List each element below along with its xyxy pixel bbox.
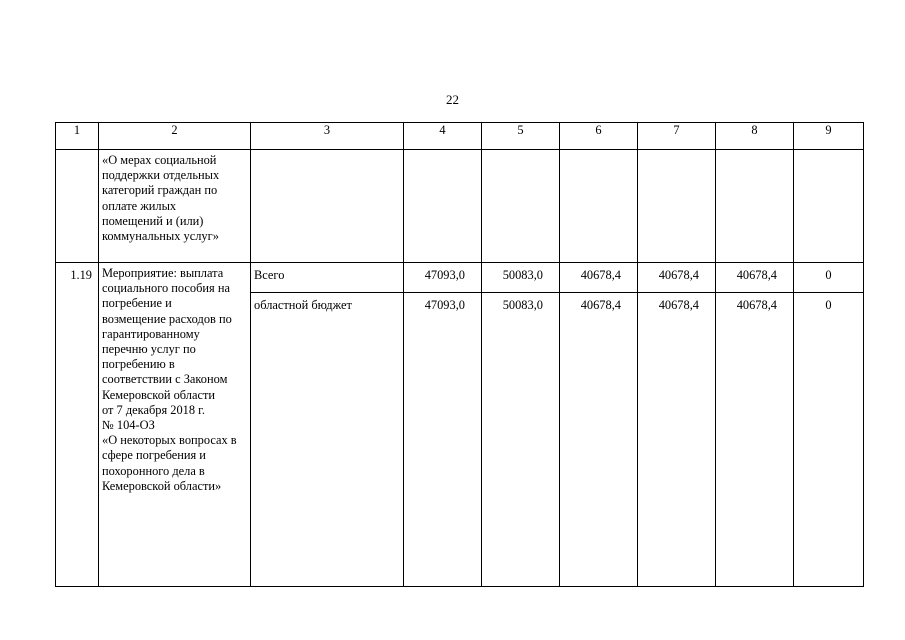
value-cell: 0: [794, 263, 864, 293]
header-cell: 3: [251, 123, 404, 150]
description-line: «О мерах социальной: [102, 153, 217, 167]
page-number: 22: [446, 92, 459, 107]
value-cell: 40678,4: [716, 293, 794, 587]
description-line: оплате жилых: [102, 198, 177, 213]
header-cell: 7: [638, 123, 716, 150]
header-cell: 4: [404, 123, 482, 150]
value-cell: 40678,4: [560, 293, 638, 587]
description-cell: [99, 150, 251, 263]
value-cell: [638, 150, 716, 263]
value-cell: 40678,4: [638, 293, 716, 587]
value-cell: [482, 150, 560, 263]
description-line: «О некоторых вопросах в: [102, 433, 237, 448]
header-cell: 9: [794, 123, 864, 150]
value-cell: [560, 150, 638, 263]
description-line: помещений и (или): [102, 213, 204, 228]
description-line: № 104-ОЗ: [102, 418, 155, 433]
header-cell: 5: [482, 123, 560, 150]
description-line: перечню услуг по: [102, 342, 196, 357]
description-line: погребение и: [102, 296, 172, 311]
description-line: гарантированному: [102, 326, 200, 341]
value-cell: 40678,4: [560, 263, 638, 293]
value-cell: 47093,0: [404, 293, 482, 587]
description-line: поддержки отдельных: [102, 168, 220, 183]
value-cell: 0: [794, 293, 864, 587]
table-row: [56, 150, 864, 263]
description-line: социального пособия на: [102, 281, 230, 296]
value-cell: 50083,0: [482, 293, 560, 587]
description-line: коммунальных услуг»: [102, 229, 219, 244]
description-line: погребению в: [102, 357, 175, 372]
header-cell: 8: [716, 123, 794, 150]
description-line: возмещение расходов по: [102, 311, 232, 326]
value-cell: 40678,4: [716, 263, 794, 293]
description-line: Мероприятие: выплата: [102, 266, 224, 280]
description-line: соответствии с Законом: [102, 372, 228, 387]
value-cell: [794, 150, 864, 263]
description-line: от 7 декабря 2018 г.: [102, 402, 205, 417]
table-row: [56, 263, 864, 293]
source-cell: Всего: [251, 263, 404, 293]
source-cell: [251, 150, 404, 263]
description-line: категорий граждан по: [102, 183, 218, 198]
table-header-row: [56, 123, 864, 150]
description-line: сфере погребения и: [102, 448, 206, 463]
value-cell: [716, 150, 794, 263]
budget-table: [55, 122, 864, 587]
header-cell: 6: [560, 123, 638, 150]
value-cell: 47093,0: [404, 263, 482, 293]
value-cell: 40678,4: [638, 263, 716, 293]
number-cell: [56, 150, 99, 263]
header-cell: 2: [99, 123, 251, 150]
description-line: Кемеровской области»: [102, 478, 222, 493]
header-cell: 1: [56, 123, 99, 150]
source-cell: областной бюджет: [251, 293, 404, 587]
value-cell: 50083,0: [482, 263, 560, 293]
description-cell: [99, 263, 251, 587]
description-line: похоронного дела в: [102, 463, 205, 478]
description-line: Кемеровской области: [102, 387, 216, 402]
item-number-cell: 1.19: [56, 263, 99, 587]
value-cell: [404, 150, 482, 263]
